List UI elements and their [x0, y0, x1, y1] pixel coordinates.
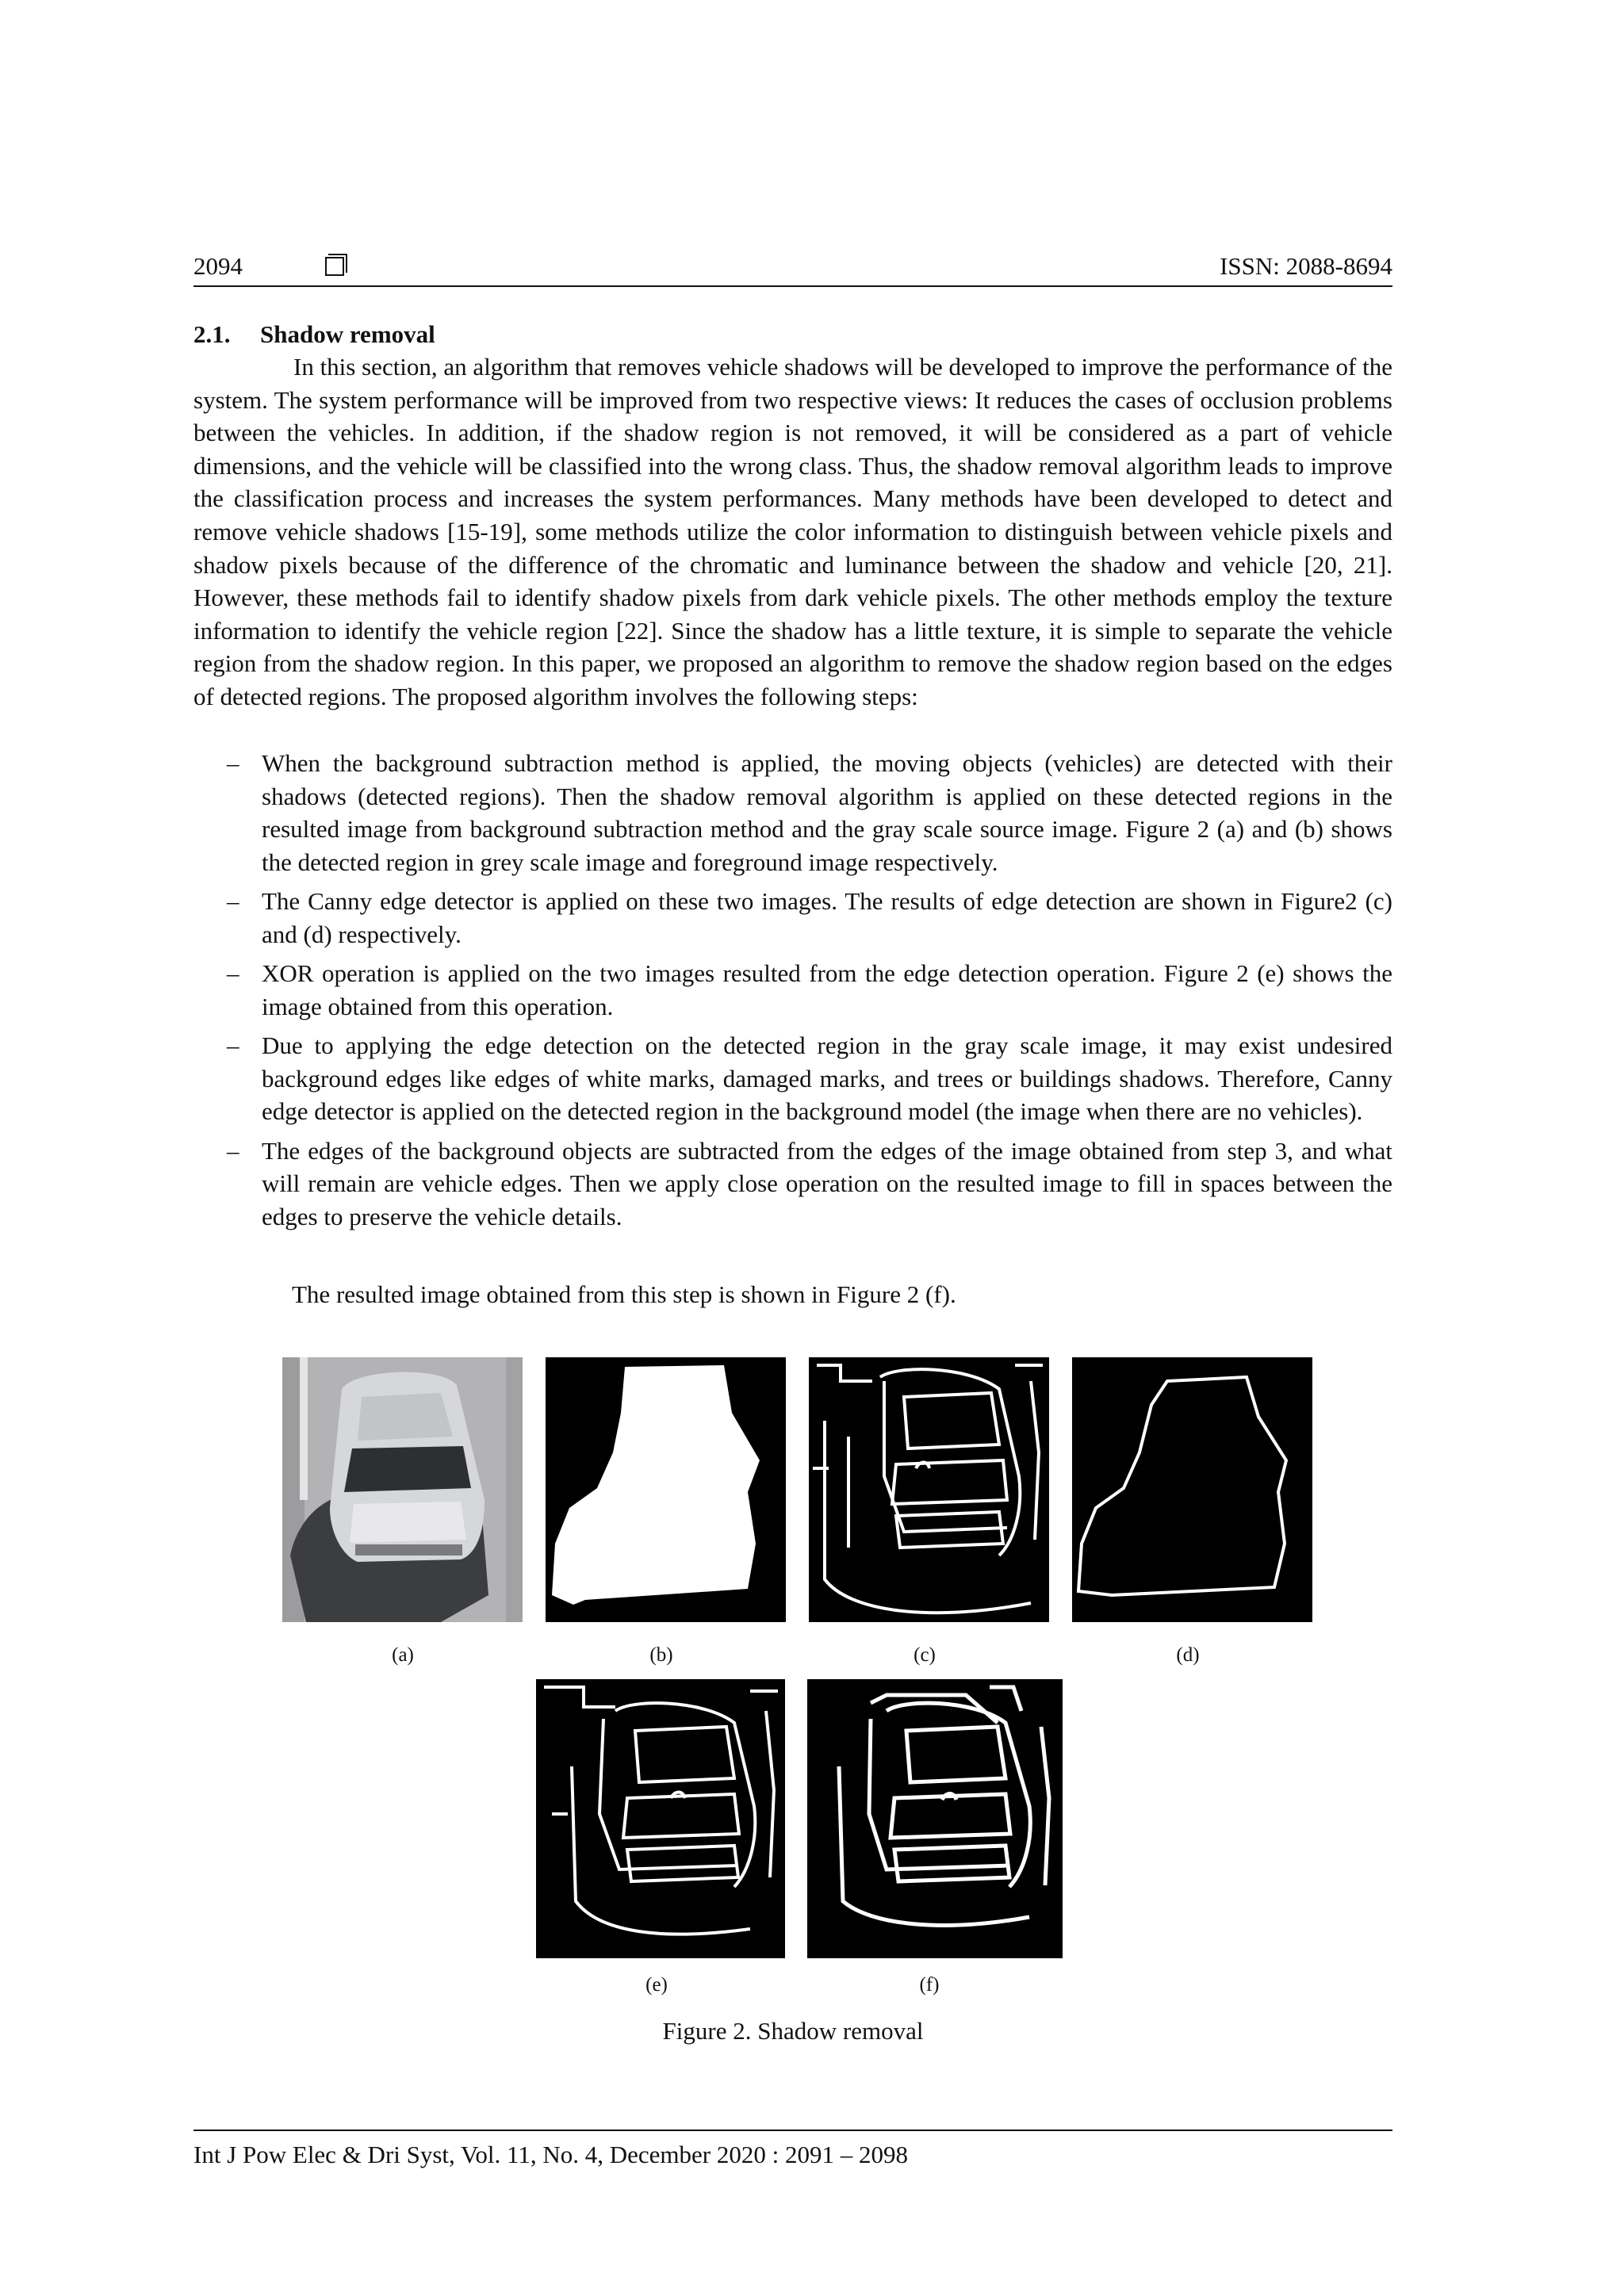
figure-panel-a [282, 1357, 523, 1622]
section-number: 2.1. [193, 320, 231, 348]
section-title: Shadow removal [260, 320, 435, 348]
subcaption-d: (d) [1176, 1644, 1200, 1666]
subcaption-c: (c) [914, 1644, 936, 1666]
figure-panel-e [536, 1679, 785, 1958]
header-rule [193, 285, 1392, 287]
step-text: The Canny edge detector is applied on these two images. The results of edge detection are shown in Figure2 (c) and (d) respectively. [262, 887, 1392, 948]
list-dash: – [227, 887, 239, 915]
list-item [193, 747, 1392, 878]
page-number: 2094 [193, 252, 243, 280]
square-icon [325, 257, 344, 276]
subcaption-a: (a) [392, 1644, 414, 1666]
list-item [193, 885, 1392, 951]
body-paragraph: In this section, an algorithm that removes vehicle shadows will be developed to improve the performance of the system. The system performance will be improved from two respective views: It reduces the cases of occlusion problems between the vehicles. In addition, if the shadow region is not removed, it will be considered as a part of vehicle dimensions, and the vehicle will be classified into the wrong class. Thus, the shadow removal algorithm leads to improve the classification process and increases the system performances. Many methods have been developed to detect and remove vehicle shadows [15-19], some methods utilize the color information to distinguish between vehicle pixels and shadow pixels because of the difference of the chromatic and luminance between the shadow and vehicle [20, 21]. However, these methods fail to identify shadow pixels from dark vehicle pixels. The other methods employ the texture information to identify the vehicle region [22]. Since the shadow has a little texture, it is simple to separate the vehicle region from the shadow region. In this paper, we proposed an algorithm to remove the shadow region based on the edges of detected regions. The proposed algorithm involves the following steps: [193, 353, 1392, 710]
figure-caption: Figure 2. Shadow removal [662, 2017, 924, 2045]
after-steps-text: The resulted image obtained from this step is shown in Figure 2 (f). [292, 1280, 956, 1308]
step-text: XOR operation is applied on the two images resulted from the edge detection operation. Figure 2 (e) shows the image obtained from this operation. [262, 959, 1392, 1020]
section-heading [193, 320, 435, 349]
step-text: When the background subtraction method is applied, the moving objects (vehicles) are detected with their shadows (detected regions). Then the shadow removal algorithm is applied on these detected regions in the resulted image from background subtraction method and the gray scale source image. Figure 2 (a) and (b) shows the detected region in grey scale image and foreground image respectively. [262, 749, 1392, 876]
subcaption-f: (f) [919, 1974, 940, 1996]
issn-label: ISSN: 2088-8694 [1220, 252, 1392, 280]
figure-panel-f [807, 1679, 1063, 1958]
running-header [193, 252, 1392, 287]
figure-panel-c [809, 1357, 1049, 1622]
car-photo-image [282, 1357, 523, 1622]
xor-result-image [536, 1679, 785, 1958]
subcaption-b: (b) [649, 1644, 673, 1666]
subcaption-e: (e) [645, 1974, 668, 1996]
list-dash: – [227, 1031, 239, 1059]
list-dash: – [227, 749, 239, 777]
step-text: Due to applying the edge detection on the detected region in the gray scale image, it may exist undesired background edges like edges of white marks, damaged marks, and trees or buildings shadows. Therefore, Canny edge detector is applied on the detected region in the background model (the image when there are no vehicles). [262, 1031, 1392, 1125]
foreground-mask-image [546, 1357, 786, 1622]
figure-panel-d [1072, 1357, 1312, 1622]
figure-panel-b [546, 1357, 786, 1622]
journal-footer: Int J Pow Elec & Dri Syst, Vol. 11, No. 4, December 2020 : 2091 – 2098 [193, 2141, 908, 2168]
footer-rule [193, 2130, 1392, 2131]
step-text: The edges of the background objects are subtracted from the edges of the image obtained from step 3, and what will remain are vehicle edges. Then we apply close operation on the resulted image to fill in spaces between the edges to preserve the vehicle details. [262, 1136, 1392, 1230]
list-item [193, 957, 1392, 1023]
shadow-removed-result-image [807, 1679, 1063, 1958]
list-item [193, 1029, 1392, 1128]
list-dash: – [227, 1136, 239, 1165]
steps-list [193, 747, 1392, 1239]
canny-edges-foreground-image [1072, 1357, 1312, 1622]
canny-edges-grey-image [809, 1357, 1049, 1622]
list-item [193, 1135, 1392, 1234]
list-dash: – [227, 959, 239, 987]
